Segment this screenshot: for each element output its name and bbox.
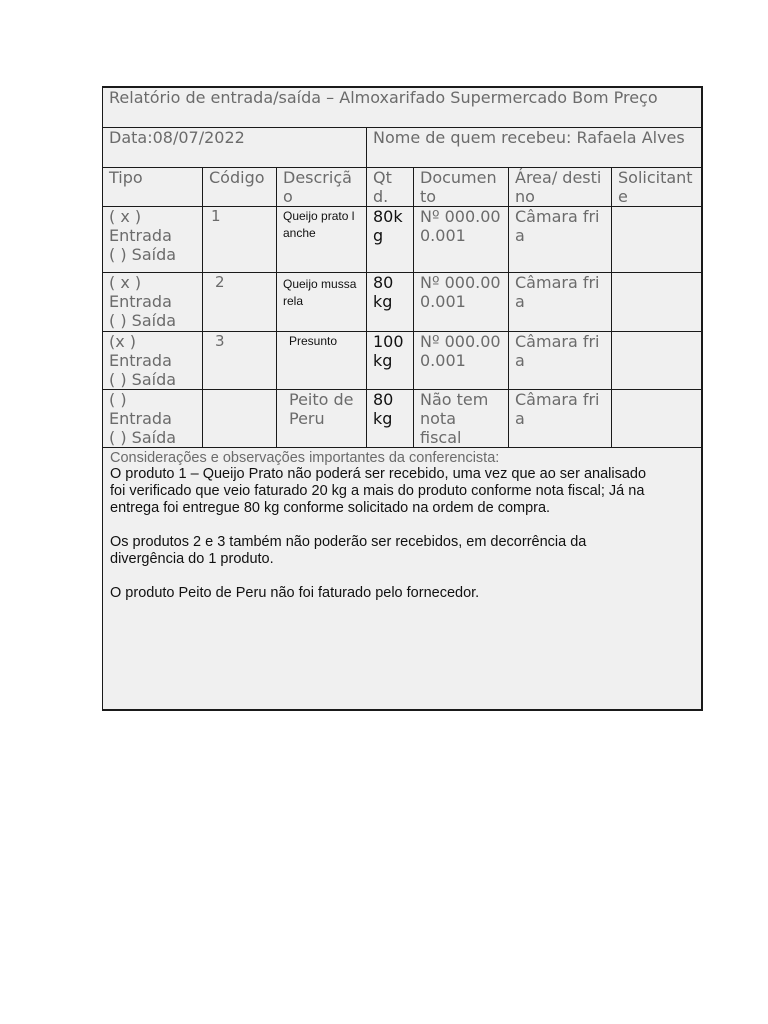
tipo-mark: ( ) xyxy=(109,389,127,409)
header-descricao: Descrição xyxy=(277,167,367,206)
report-title: Relatório de entrada/saída – Almoxarifado Supermercado Bom Preço xyxy=(103,87,702,127)
tipo-mark: (x ) xyxy=(109,331,137,351)
documento-cell: Não tem nota fiscal xyxy=(414,389,509,447)
codigo-cell: 1 xyxy=(203,206,277,272)
header-qtd: Qtd. xyxy=(367,167,414,206)
report-date: Data:08/07/2022 xyxy=(103,127,367,167)
area-cell: Câmara fria xyxy=(509,389,612,447)
codigo-cell: 2 xyxy=(203,272,277,331)
area-cell: Câmara fria xyxy=(509,206,612,272)
header-solicitante: Solicitante xyxy=(612,167,702,206)
note-paragraph: O produto 1 – Queijo Prato não poderá ser recebido, uma vez que ao ser analisado foi verificado que veio faturado 20 kg a mais do produto conforme nota fiscal; Já na entrega foi entregue 80 kg conforme solicitado na ordem de compra. xyxy=(110,465,647,516)
tipo-saida: ( ) Saída xyxy=(109,244,177,264)
descricao-cell: Queijo mussarela xyxy=(277,272,367,331)
area-cell: Câmara fria xyxy=(509,272,612,331)
tipo-cell xyxy=(103,389,203,447)
tipo-entrada: Entrada xyxy=(109,291,172,311)
tipo-cell xyxy=(103,206,203,272)
header-codigo: Código xyxy=(203,167,277,206)
documento-cell: Nº 000.000.001 xyxy=(414,272,509,331)
codigo-cell xyxy=(203,389,277,447)
qtd-cell: 80kg xyxy=(367,206,414,272)
tipo-mark: ( x ) xyxy=(109,206,142,226)
qtd-cell: 80 kg xyxy=(367,389,414,447)
documento-cell: Nº 000.000.001 xyxy=(414,331,509,389)
tipo-entrada: Entrada xyxy=(109,350,172,370)
header-tipo: Tipo xyxy=(103,167,203,206)
table-row xyxy=(103,206,702,272)
tipo-saida: ( ) Saída xyxy=(109,310,177,330)
tipo-entrada: Entrada xyxy=(109,408,172,428)
codigo-cell: 3 xyxy=(203,331,277,389)
solicitante-cell xyxy=(612,206,702,272)
receiver-name: Nome de quem recebeu: Rafaela Alves xyxy=(367,127,702,167)
table-row xyxy=(103,272,702,331)
descricao-cell: Peito de Peru xyxy=(277,389,367,447)
qtd-cell: 100 kg xyxy=(367,331,414,389)
descricao-cell: Presunto xyxy=(277,331,367,389)
notes-heading: Considerações e observações importantes da conferencista: xyxy=(110,449,500,466)
area-cell: Câmara fria xyxy=(509,331,612,389)
solicitante-cell xyxy=(612,389,702,447)
tipo-cell xyxy=(103,331,203,389)
table-row xyxy=(103,331,702,389)
tipo-cell xyxy=(103,272,203,331)
table-row xyxy=(103,389,702,447)
note-paragraph: O produto Peito de Peru não foi faturado pelo fornecedor. xyxy=(110,584,480,601)
descricao-cell: Queijo prato lanche xyxy=(277,206,367,272)
report-table xyxy=(102,86,703,711)
documento-cell: Nº 000.000.001 xyxy=(414,206,509,272)
solicitante-cell xyxy=(612,331,702,389)
tipo-entrada: Entrada xyxy=(109,225,172,245)
notes-section xyxy=(103,447,702,710)
header-area: Área/ destino xyxy=(509,167,612,206)
tipo-saida: ( ) Saída xyxy=(109,427,177,447)
solicitante-cell xyxy=(612,272,702,331)
header-documento: Documento xyxy=(414,167,509,206)
note-paragraph: Os produtos 2 e 3 também não poderão ser recebidos, em decorrência da divergência do 1 produto. xyxy=(110,533,587,567)
qtd-cell: 80 kg xyxy=(367,272,414,331)
tipo-saida: ( ) Saída xyxy=(109,369,177,389)
tipo-mark: ( x ) xyxy=(109,272,142,292)
